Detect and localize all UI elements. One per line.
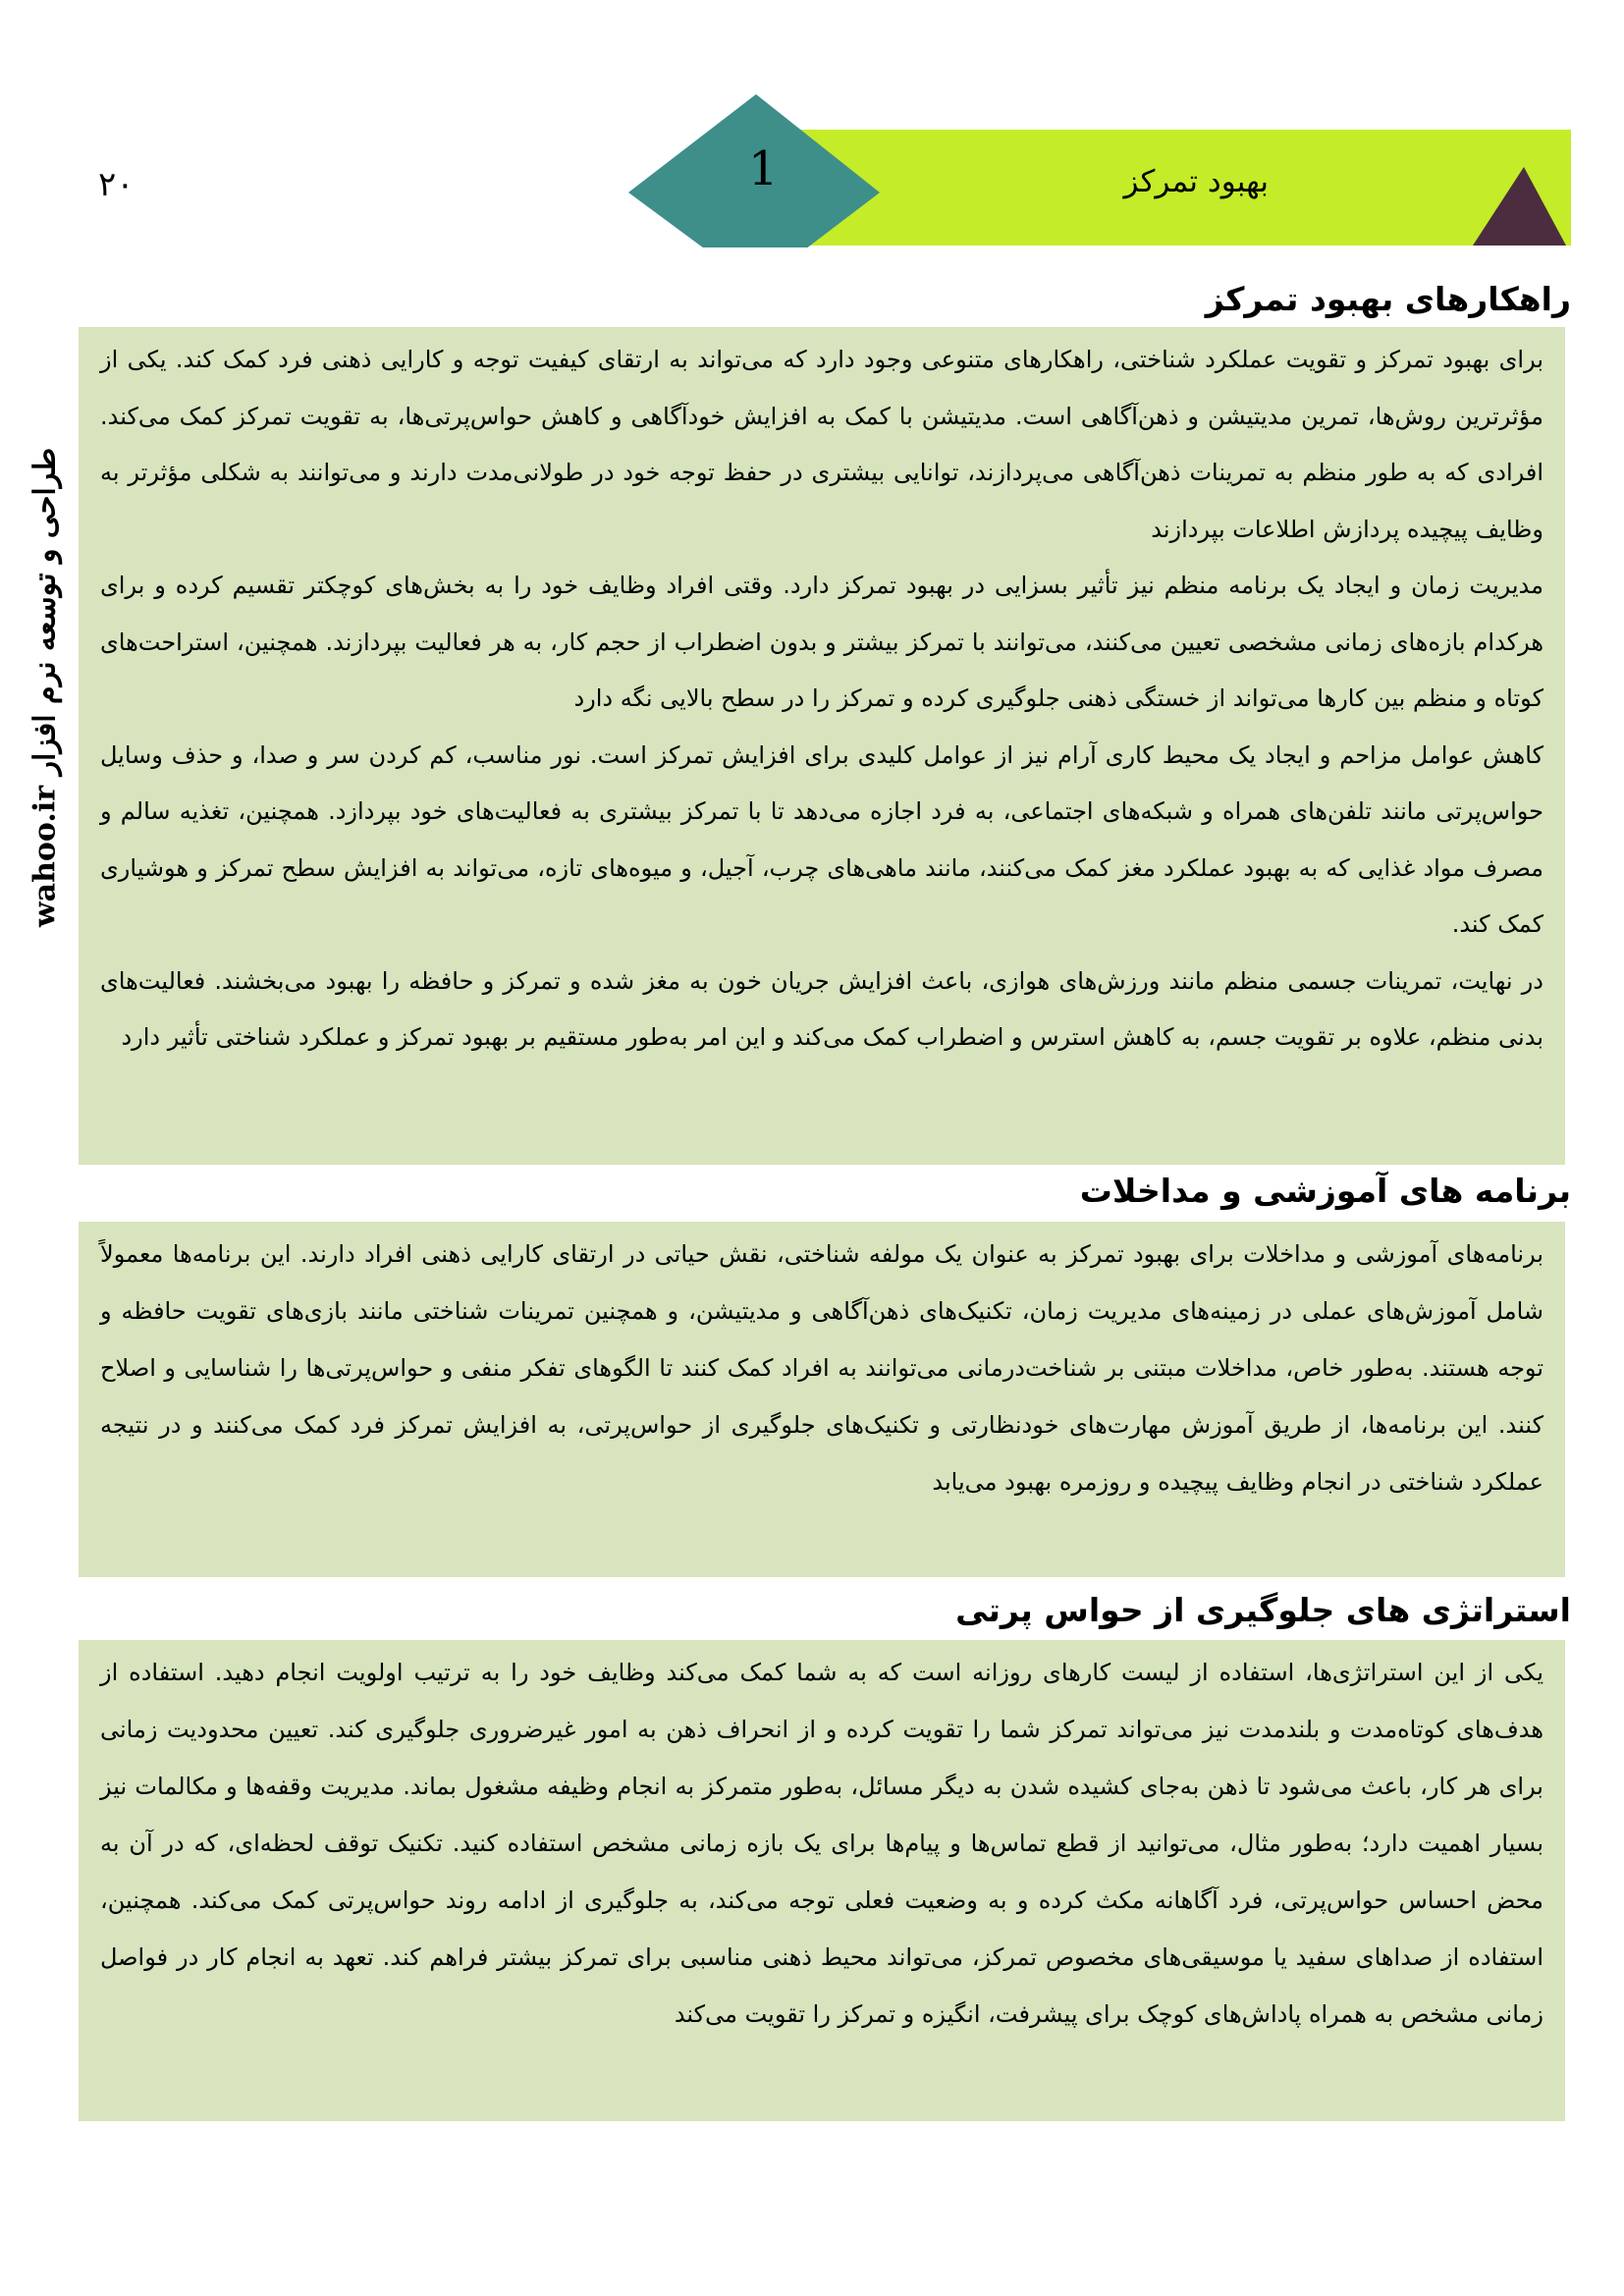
section-box-distraction bbox=[79, 1640, 1565, 2121]
paragraph: یکی از این استراتژی‌ها، استفاده از لیست کارهای روزانه است که به شما کمک می‌کند وظایف خود را به ترتیب اولویت انجام دهید. استفاده از هدف‌های کوتاه‌مدت و بلندمدت نیز می‌تواند تمرکز شما را تقویت کرده و از انحراف ذهن به امور غیرضروری جلوگیری کند. تعیین محدودیت زمانی برای هر کار، باعث می‌شود تا ذهن به‌جای کشیده شدن به دیگر مسائل، به‌طور متمرکز به انجام وظیفه مشغول بماند. مدیریت وقفه‌ها و مکالمات نیز بسیار اهمیت دارد؛ به‌طور مثال، می‌توانید از قطع تماس‌ها و پیام‌ها برای یک بازه زمانی مشخص استفاده کنید. تکنیک توقف لحظه‌ای، که در آن به محض احساس حواس‌پرتی، فرد آگاهانه مکث کرده و به وضعیت فعلی توجه می‌کند، به جلوگیری از ادامه روند حواس‌پرتی کمک می‌کند. همچنین، استفاده از صداهای سفید یا موسیقی‌های مخصوص تمرکز، می‌تواند محیط ذهنی مناسبی برای تمرکز بیشتر فراهم کند. تعهد به انجام کار در فواصل زمانی مشخص به همراه پاداش‌های کوچک برای پیشرفت، انگیزه و تمرکز را تقویت می‌کند bbox=[100, 1659, 1543, 2028]
sidebar-credit-text: طراحی و توسعه نرم افزار wahoo.ir bbox=[27, 447, 63, 928]
section-heading-distraction: استراتژی های جلوگیری از حواس پرتی bbox=[955, 1591, 1571, 1629]
page-number: ۲۰ bbox=[98, 165, 135, 204]
section-box-programs bbox=[79, 1222, 1565, 1577]
chapter-banner bbox=[628, 90, 1571, 247]
chapter-number: 1 bbox=[748, 141, 779, 196]
paragraph: کاهش عوامل مزاحم و ایجاد یک محیط کاری آرام نیز از عوامل کلیدی برای افزایش تمرکز است. نور مناسب، کم کردن سر و صدا، و حذف وسایل حواس‌پرتی مانند تلفن‌های همراه و شبکه‌های اجتماعی، به فرد اجازه می‌دهد تا با تمرکز بیشتری به فعالیت‌های خود بپردازد. همچنین، تغذیه سالم و مصرف مواد غذایی که به بهبود عملکرد مغز کمک می‌کنند، مانند ماهی‌های چرب، آجیل، و میوه‌های تازه، می‌تواند به افزایش سطح تمرکز و هوشیاری کمک کند. bbox=[100, 740, 1543, 938]
vertical-sidebar bbox=[8, 432, 82, 943]
paragraph: در نهایت، تمرینات جسمی منظم مانند ورزش‌های هوازی، باعث افزایش جریان خون به مغز شده و تمرکز و حافظه را بهبود می‌بخشند. فعالیت‌های بدنی منظم، علاوه بر تقویت جسم، به کاهش استرس و اضطراب کمک می‌کند و این امر به‌طور مستقیم بر بهبود تمرکز و عملکرد شناختی تأثیر دارد bbox=[100, 966, 1543, 1051]
section-heading-strategies: راهکارهای بهبود تمرکز bbox=[1205, 280, 1571, 318]
paragraph: برنامه‌های آموزشی و مداخلات برای بهبود تمرکز به عنوان یک مولفه شناختی، نقش حیاتی در ارتقای کارایی ذهنی افراد دارند. این برنامه‌ها معمولاً شامل آموزش‌های عملی در زمینه‌های مدیریت زمان، تکنیک‌های ذهن‌آگاهی و مدیتیشن، و همچنین تمرینات شناختی مانند بازی‌های تقویت حافظه و توجه هستند. به‌طور خاص، مداخلات مبتنی بر شناخت‌درمانی می‌توانند به افراد کمک کنند تا الگوهای تفکر منفی و حواس‌پرتی‌ها را شناسایی و اصلاح کنند. این برنامه‌ها، از طریق آموزش مهارت‌های خودنظارتی و تکنیک‌های جلوگیری از حواس‌پرتی، به افزایش تمرکز فرد کمک می‌کنند و در نتیجه عملکرد شناختی در انجام وظایف پیچیده و روزمره بهبود می‌یابد bbox=[100, 1240, 1543, 1496]
section-heading-programs: برنامه های آموزشی و مداخلات bbox=[1079, 1172, 1571, 1210]
section-box-strategies bbox=[79, 327, 1565, 1165]
paragraph: برای بهبود تمرکز و تقویت عملکرد شناختی، راهکارهای متنوعی وجود دارد که می‌تواند به ارتقای کیفیت توجه و کارایی ذهنی فرد کمک کند. یکی از مؤثرترین روش‌ها، تمرین مدیتیشن و ذهن‌آگاهی است. مدیتیشن با کمک به افزایش خودآگاهی و کاهش حواس‌پرتی‌ها، به تقویت تمرکز کمک می‌کند. افرادی که به طور منظم به تمرینات ذهن‌آگاهی می‌پردازند، توانایی بیشتری در حفظ توجه خود در طولانی‌مدت دارند و می‌توانند به شکلی مؤثرتر به وظایف پیچیده پردازش اطلاعات بپردازند bbox=[100, 346, 1543, 543]
paragraph: مدیریت زمان و ایجاد یک برنامه منظم نیز تأثیر بسزایی در بهبود تمرکز دارد. وقتی افراد وظایف خود را به بخش‌های کوچکتر تقسیم کرده و برای هرکدام بازه‌های زمانی مشخصی تعیین می‌کنند، می‌توانند با تمرکز بیشتر و بدون اضطراب از حجم کار، به هر فعالیت بپردازند. همچنین، استراحت‌های کوتاه و منظم بین کارها می‌تواند از خستگی ذهنی جلوگیری کرده و تمرکز را در سطح بالایی نگه دارد bbox=[100, 572, 1543, 712]
banner-title: بهبود تمرکز bbox=[1123, 164, 1269, 199]
